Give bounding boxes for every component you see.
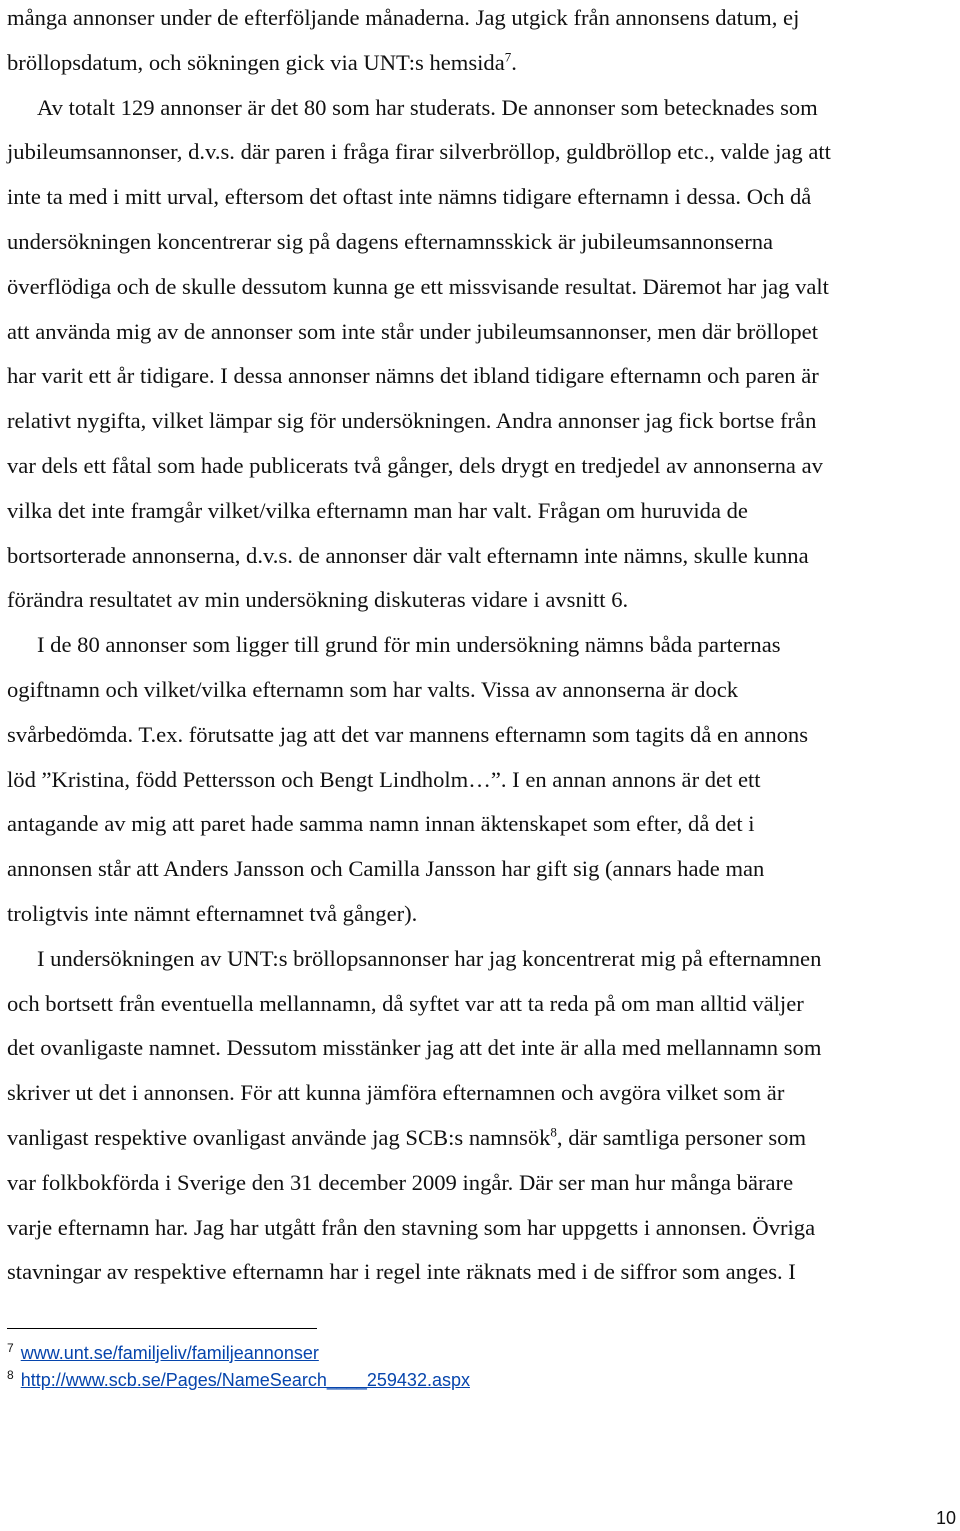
line-text-continued: , där samtliga personer som [556,1125,807,1150]
line-text: I de 80 annonser som ligger till grund för min undersökning nämns båda parternas [37,632,781,658]
text-line [7,274,829,300]
line-text: inte ta med i mitt urval, eftersom det oftast inte nämns tidigare efternamn i dessa. Och då [7,184,812,210]
footnote-reference: 7 [504,49,512,65]
line-text: ogiftnamn och vilket/vilka efternamn som har valts. Vissa av annonserna är dock [7,677,739,702]
text-line [7,453,823,479]
text-line [7,543,809,569]
text-line [7,856,764,882]
text-line [7,587,628,613]
text-line [7,1215,815,1241]
text-line [7,408,816,434]
line-text: bortsorterade annonserna, d.v.s. de annonser där valt efternamn inte nämns, skulle kunna [7,542,809,568]
text-line [7,722,808,748]
line-text: löd ”Kristina, född Pettersson och Bengt Lindholm…”. I en annan annons är det ett [7,766,761,792]
page-number: 10 [935,1508,956,1528]
line-text-continued: . [511,49,517,75]
footnote-reference: 8 [550,1124,557,1140]
line-text: skriver ut det i annonsen. För att kunna jämföra efternamnen och avgöra vilket som är [7,1080,785,1106]
footnote-link[interactable]: www.unt.se/familjeliv/familjeannonser [20,1343,319,1363]
footnote-separator [7,1328,317,1329]
line-text: förändra resultatet av min undersökning diskuteras vidare i avsnitt 6. [7,587,629,613]
line-text: varje efternamn har. Jag har utgått från den stavning som har uppgetts i annonsen. Övriga [7,1214,816,1240]
line-text: att använda mig av de annonser som inte står under jubileumsannonser, men där bröllopet [7,318,818,344]
line-text: annonsen står att Anders Jansson och Camilla Jansson har gift sig (annars hade man [7,856,765,882]
text-line [7,901,417,927]
text-line [7,1125,806,1151]
text-line [7,1170,793,1196]
text-line [7,5,799,31]
text-line [7,811,755,837]
text-line [7,677,738,703]
line-text: antagande av mig att paret hade samma namn innan äktenskapet som efter, då det i [7,811,755,837]
text-line [7,363,819,389]
line-text: var dels ett fåtal som hade publicerats två gånger, dels drygt en tredjedel av annonserna av [7,453,823,478]
text-line [37,632,781,658]
text-line [7,498,748,524]
text-line [7,139,831,165]
footnote-8 [7,1369,470,1391]
line-text: relativt nygifta, vilket lämpar sig för undersökningen. Andra annonser jag fick bortse från [7,408,817,434]
footnote-number: 7 [7,1341,14,1355]
line-text: vilka det inte framgår vilket/vilka efternamn man har valt. Frågan om huruvida de [7,497,748,523]
line-text: var folkbokförda i Sverige den 31 december 2009 ingår. Där ser man hur många bärare [7,1169,794,1195]
line-text: det ovanligaste namnet. Dessutom misstänker jag att det inte är alla med mellannamn som [7,1035,822,1061]
text-line [7,767,761,793]
text-line [7,184,811,210]
footnote-7 [7,1342,319,1364]
text-line [7,50,517,76]
text-line [7,1080,784,1106]
text-line [7,1259,796,1285]
line-text: svårbedömda. T.ex. förutsatte jag att det var mannens efternamn som tagits då en annons [7,721,808,747]
line-text: undersökningen koncentrerar sig på dagens efternamnsskick är jubileumsannonserna [7,229,774,254]
text-line [37,946,821,972]
line-text: troligtvis inte nämnt efternamnet två gånger). [7,901,418,926]
text-line [7,229,773,255]
line-text: jubileumsannonser, d.v.s. där paren i fråga firar silverbröllop, guldbröllop etc., valde jag att [7,139,831,165]
line-text: många annonser under de efterföljande månaderna. Jag utgick från annonsens datum, ej [7,5,800,30]
text-line [7,991,804,1017]
text-line [37,95,818,121]
line-text: bröllopsdatum, och sökningen gick via UNT:s hemsida [7,49,505,75]
footnote-number: 8 [7,1368,14,1382]
line-text: vanligast respektive ovanligast använde jag SCB:s namnsök [7,1125,551,1150]
line-text: överflödiga och de skulle dessutom kunna ge ett missvisande resultat. Däremot har jag valt [7,273,829,299]
line-text: har varit ett år tidigare. I dessa annonser nämns det ibland tidigare efternamn och paren är [7,363,819,389]
footnote-link[interactable]: http://www.scb.se/Pages/NameSearch____259432.aspx [20,1370,470,1390]
line-text: och bortsett från eventuella mellannamn, då syftet var att ta reda på om man alltid väljer [7,990,804,1016]
line-text: stavningar av respektive efternamn har i regel inte räknats med i de siffror som anges. I [7,1259,796,1285]
text-line [7,319,818,345]
text-line [7,1035,821,1061]
line-text: I undersökningen av UNT:s bröllopsannonser har jag koncentrerat mig på efternamnen [37,945,822,971]
line-text: Av totalt 129 annonser är det 80 som har studerats. De annonser som betecknades som [37,94,818,120]
